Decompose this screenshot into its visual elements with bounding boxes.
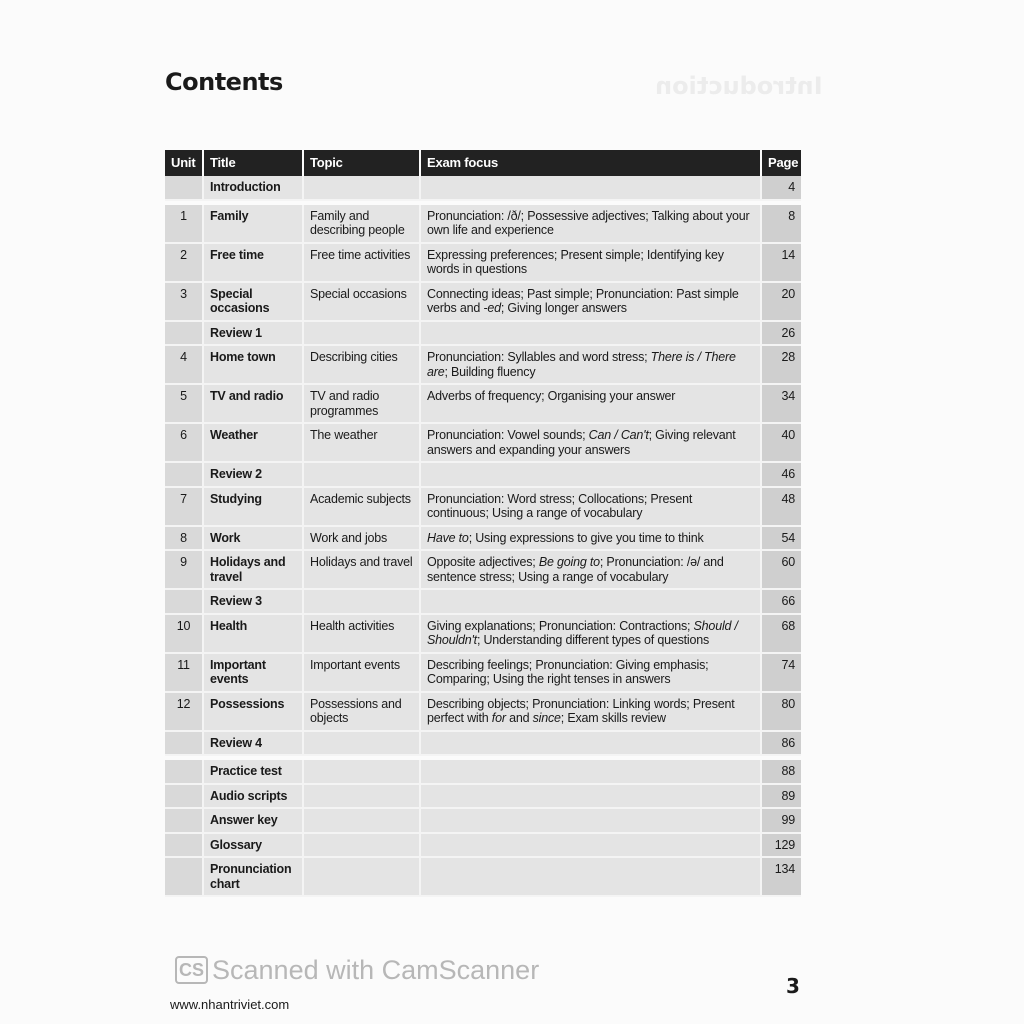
unit-cell <box>165 176 203 200</box>
unit-cell <box>165 784 203 809</box>
table-row <box>165 487 801 526</box>
topic-cell: Possessions and objects <box>303 692 420 731</box>
unit-cell: 6 <box>165 423 203 462</box>
exam-focus-cell <box>420 423 761 462</box>
table-row <box>165 243 801 282</box>
exam-focus-cell <box>420 462 761 487</box>
exam-focus-text: ; Understanding different types of questions <box>476 633 710 647</box>
unit-cell: 12 <box>165 692 203 731</box>
exam-focus-text: Giving explanations; Pronunciation: Contractions; <box>427 618 694 633</box>
exam-focus-text: Should / Shouldn't <box>427 618 738 647</box>
exam-focus-text: Describing feelings; Pronunciation: Giving emphasis; Comparing; Using the right tenses in answers <box>427 657 709 686</box>
exam-focus-cell <box>420 653 761 692</box>
exam-focus-cell <box>420 526 761 551</box>
exam-focus-text: ; Giving relevant answers and expanding your answers <box>427 428 736 457</box>
exam-focus-cell <box>420 614 761 653</box>
page-cell: 80 <box>761 692 801 731</box>
exam-focus-cell <box>420 857 761 896</box>
exam-focus-text: since <box>532 711 561 725</box>
page-cell: 74 <box>761 653 801 692</box>
table-row <box>165 345 801 384</box>
page-cell: 34 <box>761 384 801 423</box>
page-number: 3 <box>786 974 800 998</box>
topic-cell <box>303 589 420 614</box>
title-cell: Home town <box>203 345 303 384</box>
unit-cell: 9 <box>165 550 203 589</box>
topic-cell <box>303 176 420 200</box>
topic-cell: Academic subjects <box>303 487 420 526</box>
page-cell: 40 <box>761 423 801 462</box>
title-cell: Health <box>203 614 303 653</box>
table-row <box>165 321 801 346</box>
header-page: Page <box>761 150 801 176</box>
topic-cell: The weather <box>303 423 420 462</box>
topic-cell: Holidays and travel <box>303 550 420 589</box>
title-cell: Review 4 <box>203 731 303 756</box>
title-cell: TV and radio <box>203 384 303 423</box>
unit-cell: 7 <box>165 487 203 526</box>
table-header-row <box>165 150 801 176</box>
camscanner-logo-icon: CS <box>175 956 208 984</box>
title-cell: Review 3 <box>203 589 303 614</box>
exam-focus-cell <box>420 760 761 784</box>
page-cell: 129 <box>761 833 801 858</box>
exam-focus-text: ; Exam skills review <box>560 711 666 725</box>
table-row <box>165 692 801 731</box>
exam-focus-cell <box>420 345 761 384</box>
title-cell: Practice test <box>203 760 303 784</box>
page-cell: 8 <box>761 205 801 243</box>
table-body <box>165 176 801 896</box>
unit-cell <box>165 321 203 346</box>
table-row <box>165 176 801 200</box>
exam-focus-text: Pronunciation: Vowel sounds; <box>427 428 589 442</box>
exam-focus-text: Have to <box>427 530 469 545</box>
exam-focus-text: Connecting ideas; Past simple; Pronunciation: Past simple verbs and <box>427 286 739 315</box>
unit-cell <box>165 833 203 858</box>
header-exam-focus: Exam focus <box>420 150 761 176</box>
page-cell: 20 <box>761 282 801 321</box>
exam-focus-text: ; Giving longer answers <box>500 301 627 315</box>
exam-focus-cell <box>420 550 761 589</box>
page-title: Contents <box>165 68 283 96</box>
unit-cell <box>165 808 203 833</box>
page-cell: 60 <box>761 550 801 589</box>
page-cell: 14 <box>761 243 801 282</box>
exam-focus-text: Expressing preferences; Present simple; Identifying key words in questions <box>427 247 724 276</box>
page-cell: 26 <box>761 321 801 346</box>
watermark-text: Scanned with CamScanner <box>212 955 540 985</box>
topic-cell <box>303 857 420 896</box>
exam-focus-text: ; Pronunciation: /ə/ and sentence stress; Using a range of vocabulary <box>427 555 724 584</box>
topic-cell <box>303 462 420 487</box>
page-cell: 68 <box>761 614 801 653</box>
page-cell: 134 <box>761 857 801 896</box>
table-row <box>165 205 801 243</box>
topic-cell: Health activities <box>303 614 420 653</box>
contents-table <box>165 150 801 897</box>
table-row <box>165 526 801 551</box>
table-row <box>165 760 801 784</box>
exam-focus-text: Can / Can't <box>588 428 649 442</box>
exam-focus-cell <box>420 784 761 809</box>
page-cell: 86 <box>761 731 801 756</box>
exam-focus-cell <box>420 243 761 282</box>
title-cell: Pronunciation chart <box>203 857 303 896</box>
exam-focus-cell <box>420 321 761 346</box>
exam-focus-text: There is / There are <box>427 350 736 379</box>
title-cell: Special occasions <box>203 282 303 321</box>
exam-focus-cell <box>420 589 761 614</box>
camscanner-watermark <box>175 954 539 986</box>
topic-cell <box>303 833 420 858</box>
exam-focus-cell <box>420 282 761 321</box>
topic-cell: Describing cities <box>303 345 420 384</box>
exam-focus-text: Describing objects; Pronunciation: Linking words; Present perfect with <box>427 696 735 725</box>
exam-focus-text: Pronunciation: Word stress; Collocations; Present continuous; Using a range of vocabulary <box>427 491 693 520</box>
topic-cell: Important events <box>303 653 420 692</box>
topic-cell <box>303 784 420 809</box>
title-cell: Audio scripts <box>203 784 303 809</box>
page-cell: 54 <box>761 526 801 551</box>
exam-focus-text: -ed <box>483 301 501 315</box>
table-row <box>165 784 801 809</box>
table-row <box>165 857 801 896</box>
unit-cell: 1 <box>165 205 203 243</box>
page-cell: 28 <box>761 345 801 384</box>
topic-cell: Free time activities <box>303 243 420 282</box>
topic-cell: Special occasions <box>303 282 420 321</box>
table-row <box>165 833 801 858</box>
title-cell: Free time <box>203 243 303 282</box>
title-cell: Answer key <box>203 808 303 833</box>
exam-focus-text: ; Using expressions to give you time to think <box>468 530 704 545</box>
title-cell: Holidays and travel <box>203 550 303 589</box>
title-cell: Review 2 <box>203 462 303 487</box>
exam-focus-text: Be going to <box>538 555 600 569</box>
exam-focus-cell <box>420 487 761 526</box>
table-row <box>165 384 801 423</box>
page-cell: 89 <box>761 784 801 809</box>
title-cell: Possessions <box>203 692 303 731</box>
unit-cell: 3 <box>165 282 203 321</box>
title-cell: Introduction <box>203 176 303 200</box>
unit-cell: 4 <box>165 345 203 384</box>
header-topic: Topic <box>303 150 420 176</box>
title-cell: Review 1 <box>203 321 303 346</box>
topic-cell <box>303 321 420 346</box>
exam-focus-cell <box>420 384 761 423</box>
topic-cell: Work and jobs <box>303 526 420 551</box>
table-row <box>165 589 801 614</box>
table-row <box>165 423 801 462</box>
table-row <box>165 282 801 321</box>
unit-cell: 10 <box>165 614 203 653</box>
exam-focus-cell <box>420 833 761 858</box>
page-cell: 48 <box>761 487 801 526</box>
unit-cell <box>165 760 203 784</box>
table-row <box>165 653 801 692</box>
footer-website: www.nhantriviet.com <box>170 997 290 1012</box>
unit-cell <box>165 462 203 487</box>
unit-cell: 8 <box>165 526 203 551</box>
page-cell: 66 <box>761 589 801 614</box>
exam-focus-text: Pronunciation: Syllables and word stress; <box>427 350 651 364</box>
table-row <box>165 808 801 833</box>
topic-cell <box>303 760 420 784</box>
exam-focus-cell <box>420 176 761 200</box>
exam-focus-text: and <box>505 711 533 725</box>
exam-focus-cell <box>420 205 761 243</box>
unit-cell <box>165 589 203 614</box>
unit-cell: 2 <box>165 243 203 282</box>
table-row <box>165 550 801 589</box>
table-row <box>165 614 801 653</box>
table-row <box>165 462 801 487</box>
page-cell: 88 <box>761 760 801 784</box>
exam-focus-text: ; Building fluency <box>444 364 536 379</box>
topic-cell: TV and radio programmes <box>303 384 420 423</box>
unit-cell: 5 <box>165 384 203 423</box>
title-cell: Work <box>203 526 303 551</box>
unit-cell: 11 <box>165 653 203 692</box>
exam-focus-text: for <box>491 711 506 725</box>
exam-focus-cell <box>420 808 761 833</box>
page-cell: 99 <box>761 808 801 833</box>
topic-cell: Family and describing people <box>303 205 420 243</box>
title-cell: Glossary <box>203 833 303 858</box>
title-cell: Family <box>203 205 303 243</box>
header-title: Title <box>203 150 303 176</box>
bleed-through-heading: Introduction <box>655 72 823 100</box>
page-cell: 4 <box>761 176 801 200</box>
table-row <box>165 731 801 756</box>
exam-focus-text: Adverbs of frequency; Organising your answer <box>427 389 676 403</box>
title-cell: Important events <box>203 653 303 692</box>
topic-cell <box>303 731 420 756</box>
unit-cell <box>165 857 203 896</box>
page-cell: 46 <box>761 462 801 487</box>
exam-focus-text: Pronunciation: /ð/; Possessive adjectives; Talking about your own life and experience <box>427 208 750 237</box>
exam-focus-cell <box>420 692 761 731</box>
unit-cell <box>165 731 203 756</box>
exam-focus-cell <box>420 731 761 756</box>
header-unit: Unit <box>165 150 203 176</box>
title-cell: Studying <box>203 487 303 526</box>
exam-focus-text: Opposite adjectives; <box>427 555 539 569</box>
topic-cell <box>303 808 420 833</box>
title-cell: Weather <box>203 423 303 462</box>
